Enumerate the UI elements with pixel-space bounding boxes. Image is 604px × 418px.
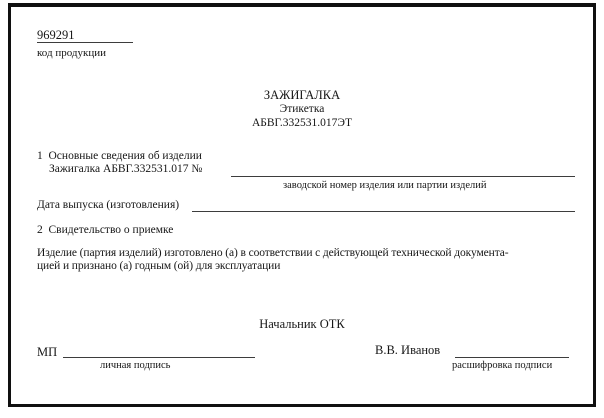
- product-designation-label: Зажигалка АБВГ.332531.017 №: [49, 163, 203, 175]
- serial-number-caption: заводской номер изделия или партии изделий: [283, 180, 487, 191]
- product-code-caption: код продукции: [37, 47, 106, 59]
- document-designation: АБВГ.332531.017ЭТ: [251, 117, 353, 129]
- issue-date-label: Дата выпуска (изготовления): [37, 199, 180, 211]
- document-title: ЗАЖИГАЛКА: [263, 88, 341, 102]
- acceptance-paragraph-line-1: Изделие (партия изделий) изготовлено (а) в соответствии с действующей технической документа-: [37, 247, 509, 259]
- issue-date-fill-line: [192, 196, 575, 212]
- approver-name: В.В. Иванов: [375, 343, 441, 357]
- title-block: [0, 88, 604, 130]
- stamp-place-label: МП: [37, 345, 58, 359]
- signature-transcript-fill-line: [455, 342, 569, 358]
- product-code-value: 969291: [37, 28, 133, 43]
- personal-signature-fill-line: [63, 342, 255, 358]
- section-2-heading: 2 Свидетельство о приемке: [37, 224, 174, 236]
- personal-signature-caption: личная подпись: [100, 360, 171, 371]
- document-subtitle: Этикетка: [279, 103, 325, 115]
- serial-number-fill-line: [231, 160, 575, 177]
- signature-transcript-caption: расшифровка подписи: [452, 360, 553, 371]
- section-1-heading: 1 Основные сведения об изделии: [37, 150, 202, 162]
- approver-position-title: Начальник ОТК: [259, 317, 345, 331]
- acceptance-paragraph-line-2: цией и признано (а) годным (ой) для эксплуатации: [37, 260, 281, 272]
